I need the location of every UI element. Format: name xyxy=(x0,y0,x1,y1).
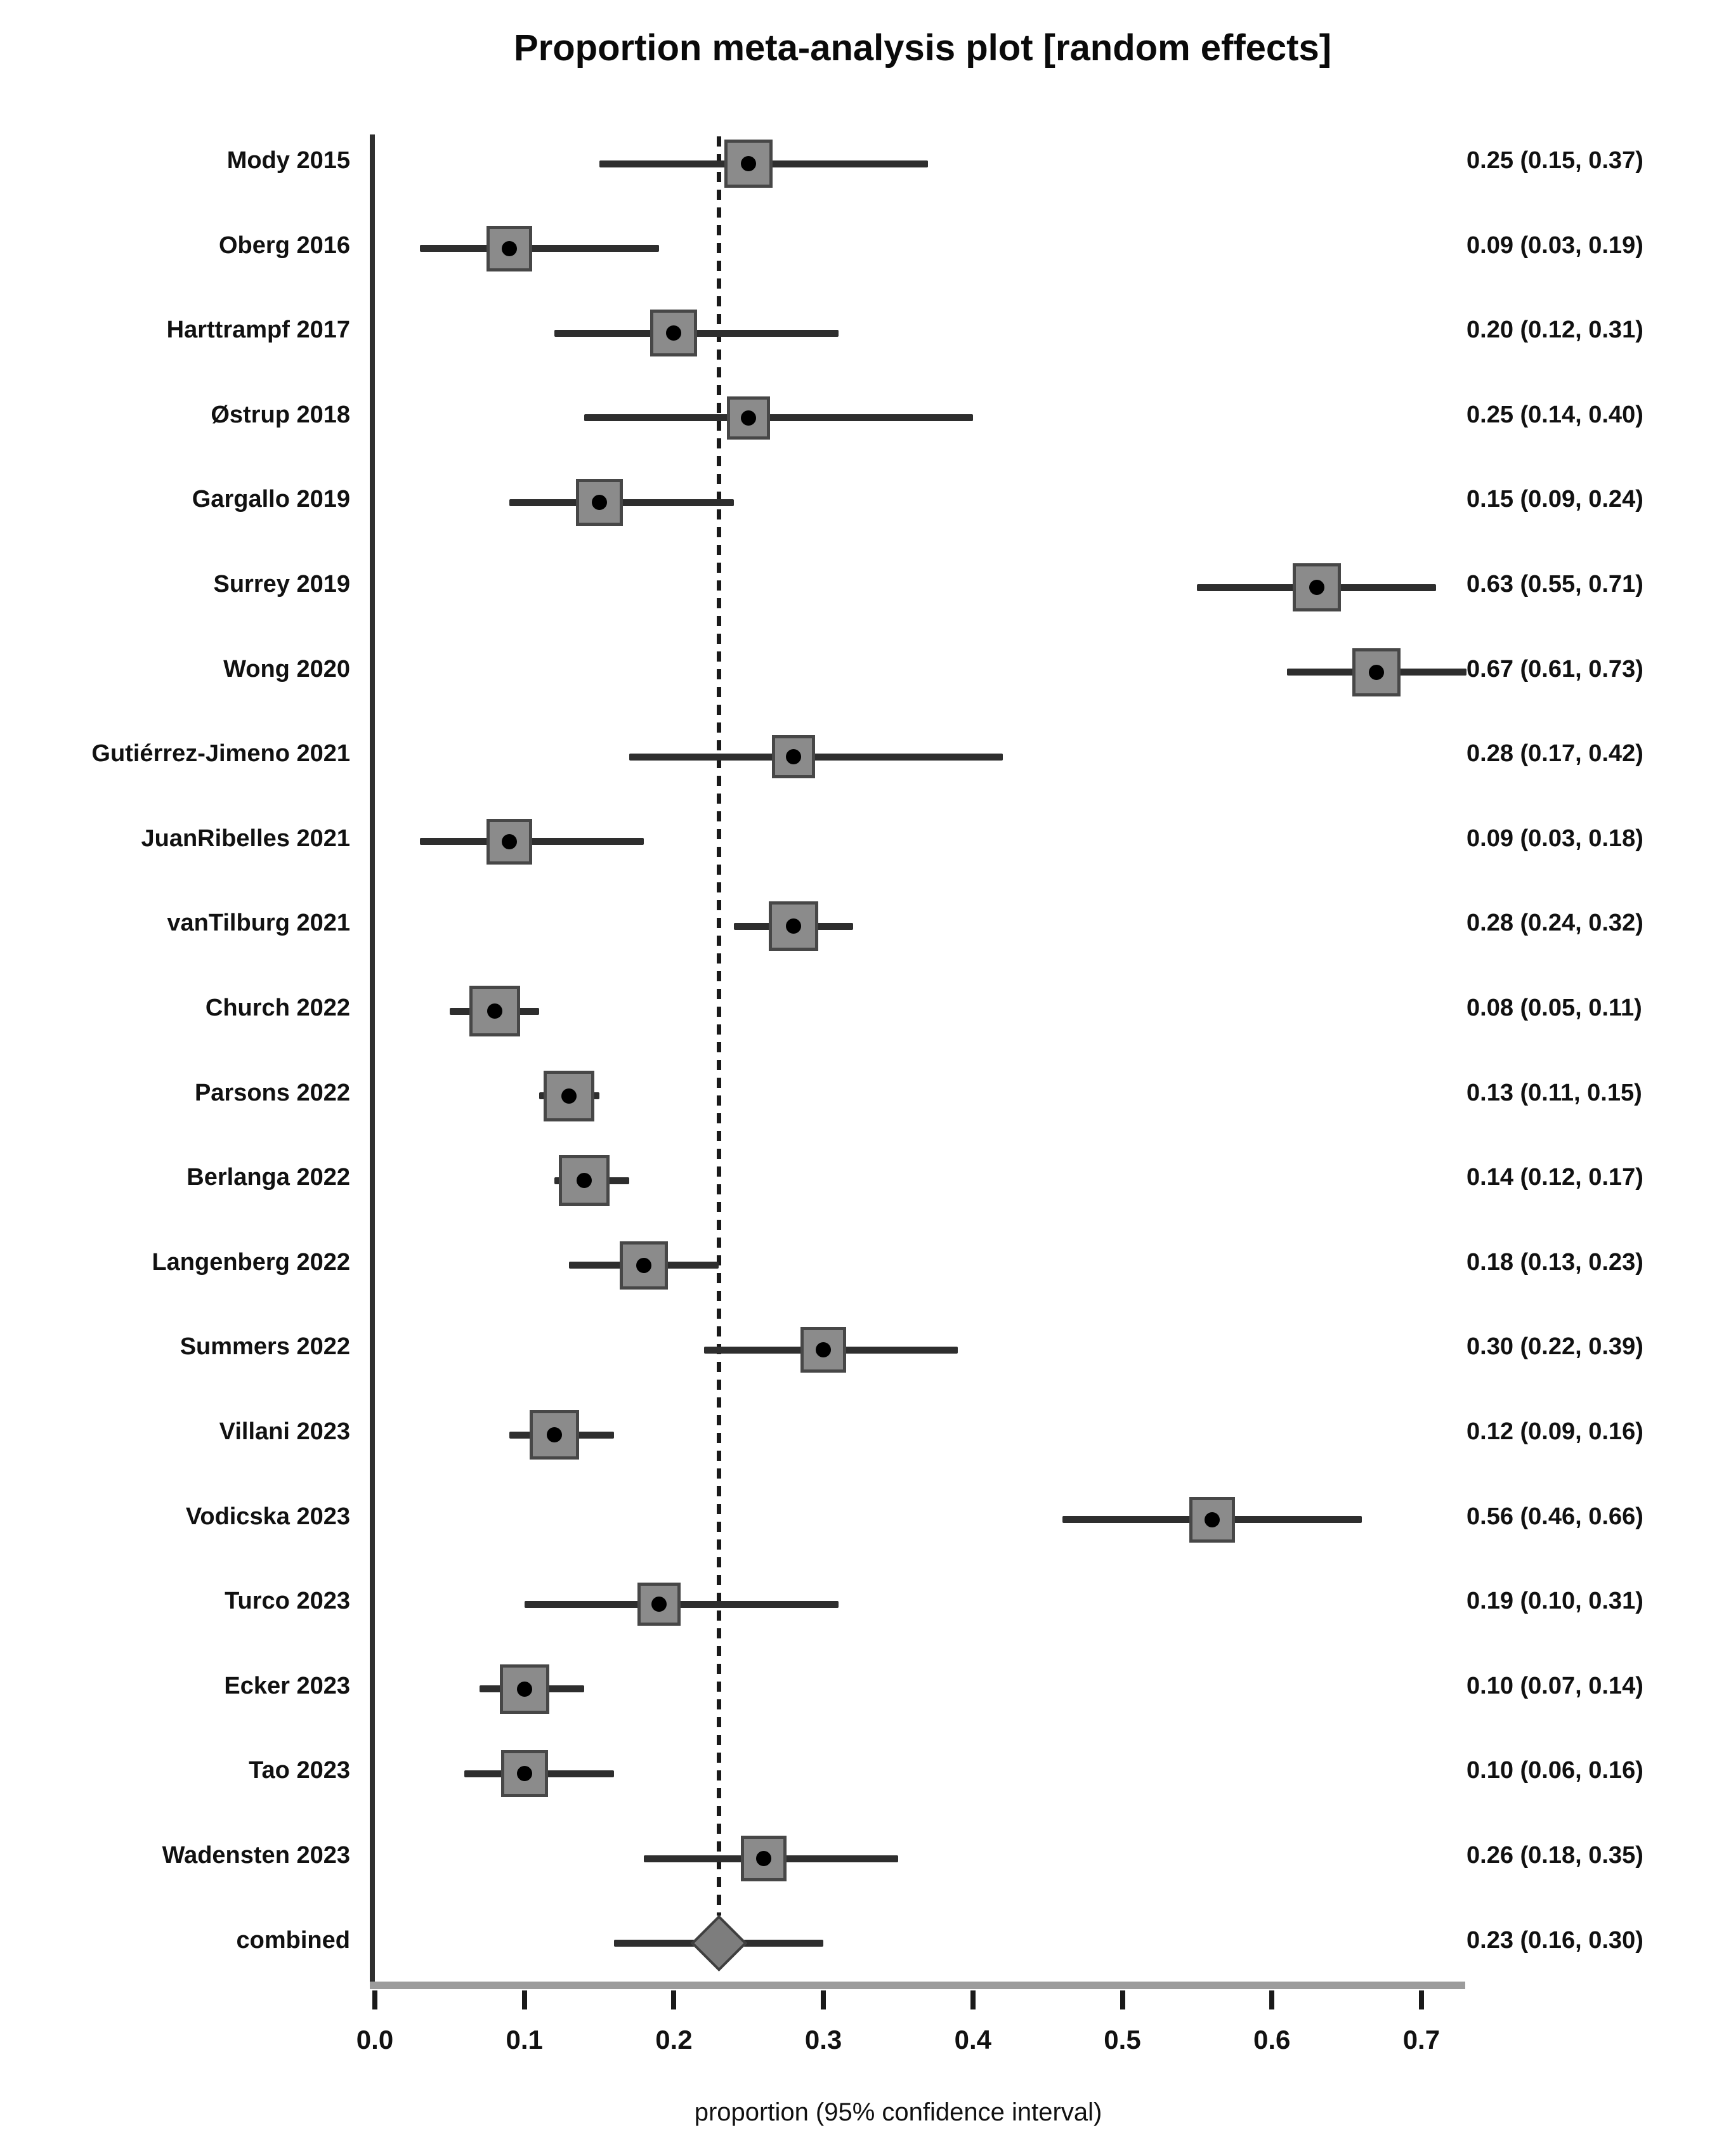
pooled-estimate-dashed-line xyxy=(717,136,721,1916)
study-label: vanTilburg 2021 xyxy=(167,910,350,937)
x-axis-tick xyxy=(1419,1990,1424,2009)
point-estimate-dot xyxy=(487,1003,502,1019)
confidence-interval-line xyxy=(525,1601,839,1608)
x-axis-tick xyxy=(1120,1990,1125,2009)
confidence-interval-line xyxy=(584,414,973,421)
point-estimate-dot xyxy=(577,1173,592,1188)
x-axis-tick-label: 0.2 xyxy=(655,2025,693,2055)
combined-estimate-text: 0.23 (0.16, 0.30) xyxy=(1466,1926,1643,1954)
x-axis-tick-label: 0.4 xyxy=(954,2025,991,2055)
x-axis-tick xyxy=(671,1990,676,2009)
x-axis-tick-label: 0.0 xyxy=(356,2025,394,2055)
estimate-text: 0.09 (0.03, 0.18) xyxy=(1466,825,1643,852)
study-label: Gutiérrez-Jimeno 2021 xyxy=(91,740,350,768)
study-label: Oberg 2016 xyxy=(219,232,350,259)
x-axis-tick-label: 0.6 xyxy=(1253,2025,1291,2055)
study-label: Wong 2020 xyxy=(223,655,350,683)
x-axis-label: proportion (95% confidence interval) xyxy=(694,2098,1102,2126)
chart-title: Proportion meta-analysis plot [random effects] xyxy=(513,27,1332,69)
estimate-text: 0.09 (0.03, 0.19) xyxy=(1466,232,1643,259)
x-axis-tick-label: 0.1 xyxy=(506,2025,543,2055)
estimate-text: 0.08 (0.05, 0.11) xyxy=(1466,995,1642,1021)
point-estimate-dot xyxy=(1205,1512,1220,1527)
point-estimate-dot xyxy=(651,1597,667,1612)
point-estimate-dot xyxy=(517,1766,532,1781)
estimate-text: 0.25 (0.14, 0.40) xyxy=(1466,401,1643,428)
estimate-text: 0.18 (0.13, 0.23) xyxy=(1466,1248,1643,1276)
x-axis-tick xyxy=(821,1990,826,2009)
point-estimate-dot xyxy=(502,241,517,256)
y-axis-line xyxy=(370,134,375,1985)
x-axis-tick xyxy=(372,1990,377,2009)
point-estimate-dot xyxy=(547,1427,562,1442)
combined-label: combined xyxy=(236,1926,350,1954)
study-label: Harttrampf 2017 xyxy=(166,317,350,344)
estimate-text: 0.28 (0.17, 0.42) xyxy=(1466,740,1643,768)
study-label: Turco 2023 xyxy=(225,1588,350,1615)
confidence-interval-line xyxy=(420,245,659,252)
study-label: Summers 2022 xyxy=(180,1333,350,1361)
point-estimate-dot xyxy=(741,410,756,426)
x-axis-tick-label: 0.3 xyxy=(804,2025,842,2055)
confidence-interval-line xyxy=(629,754,1003,761)
x-axis-tick xyxy=(1269,1990,1274,2009)
study-label: Parsons 2022 xyxy=(194,1079,350,1106)
point-estimate-dot xyxy=(756,1851,771,1866)
estimate-text: 0.63 (0.55, 0.71) xyxy=(1466,571,1643,598)
study-label: Villani 2023 xyxy=(219,1418,350,1445)
estimate-text: 0.10 (0.07, 0.14) xyxy=(1466,1672,1643,1699)
x-axis-tick xyxy=(522,1990,527,2009)
study-label: Surrey 2019 xyxy=(213,571,350,598)
estimate-text: 0.15 (0.09, 0.24) xyxy=(1466,486,1643,513)
estimate-text: 0.19 (0.10, 0.31) xyxy=(1466,1588,1643,1615)
estimate-text: 0.13 (0.11, 0.15) xyxy=(1466,1079,1642,1106)
estimate-text: 0.14 (0.12, 0.17) xyxy=(1466,1164,1643,1191)
study-label: Wadensten 2023 xyxy=(162,1842,350,1869)
point-estimate-dot xyxy=(561,1088,577,1104)
study-label: Berlanga 2022 xyxy=(186,1164,350,1191)
combined-diamond-marker xyxy=(691,1915,747,1971)
point-estimate-dot xyxy=(502,834,517,849)
estimate-text: 0.26 (0.18, 0.35) xyxy=(1466,1842,1643,1869)
study-label: Mody 2015 xyxy=(226,147,350,174)
estimate-text: 0.20 (0.12, 0.31) xyxy=(1466,317,1643,344)
study-label: Vodicska 2023 xyxy=(185,1503,350,1530)
point-estimate-dot xyxy=(636,1258,651,1273)
estimate-text: 0.56 (0.46, 0.66) xyxy=(1466,1503,1643,1530)
point-estimate-dot xyxy=(517,1682,532,1697)
estimate-text: 0.28 (0.24, 0.32) xyxy=(1466,910,1643,937)
x-axis-line xyxy=(370,1982,1465,1989)
estimate-text: 0.10 (0.06, 0.16) xyxy=(1466,1757,1643,1784)
study-label: Tao 2023 xyxy=(249,1757,350,1784)
study-label: Church 2022 xyxy=(205,995,350,1021)
estimate-text: 0.30 (0.22, 0.39) xyxy=(1466,1333,1643,1361)
study-label: JuanRibelles 2021 xyxy=(141,825,350,852)
x-axis-tick xyxy=(970,1990,976,2009)
estimate-text: 0.25 (0.15, 0.37) xyxy=(1466,147,1643,174)
point-estimate-dot xyxy=(786,749,801,764)
x-axis-tick-label: 0.7 xyxy=(1402,2025,1440,2055)
point-estimate-dot xyxy=(592,495,607,510)
point-estimate-dot xyxy=(1369,665,1384,680)
study-label: Ecker 2023 xyxy=(224,1672,350,1699)
study-label: Østrup 2018 xyxy=(211,401,350,428)
estimate-text: 0.67 (0.61, 0.73) xyxy=(1466,655,1643,683)
point-estimate-dot xyxy=(1309,580,1324,595)
estimate-text: 0.12 (0.09, 0.16) xyxy=(1466,1418,1643,1445)
study-label: Langenberg 2022 xyxy=(152,1248,350,1276)
x-axis-tick-label: 0.5 xyxy=(1104,2025,1141,2055)
study-label: Gargallo 2019 xyxy=(192,486,350,513)
